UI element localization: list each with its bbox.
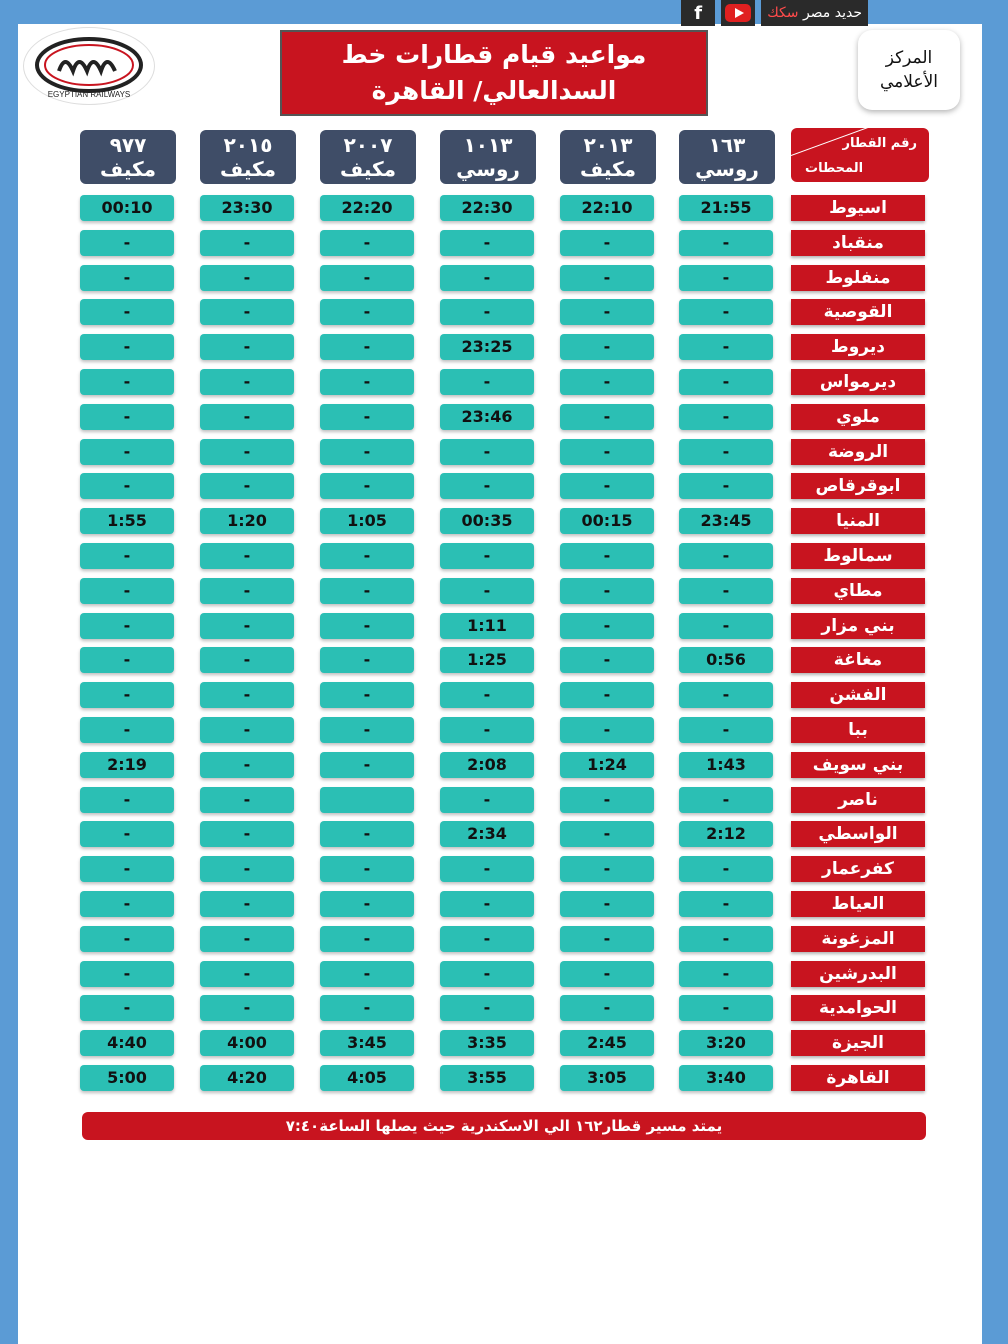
time-cell: - (320, 647, 414, 673)
time-cell: - (80, 369, 174, 395)
time-cell: - (679, 473, 773, 499)
time-cell: - (440, 682, 534, 708)
station-label: ناصر (791, 787, 925, 813)
time-cell: - (200, 230, 294, 256)
time-cell: - (560, 404, 654, 430)
time-cell: - (320, 926, 414, 952)
station-label: مطاي (791, 578, 925, 604)
station-label: ببا (791, 717, 925, 743)
time-cell: - (320, 752, 414, 778)
time-cell: - (560, 926, 654, 952)
time-cell: - (80, 404, 174, 430)
time-cell: 00:10 (80, 195, 174, 221)
time-cell: - (440, 230, 534, 256)
media-center-box (858, 30, 960, 110)
station-label: المنيا (791, 508, 925, 534)
time-cell: - (320, 891, 414, 917)
time-cell: - (560, 647, 654, 673)
time-cell: - (80, 334, 174, 360)
time-cell: 23:46 (440, 404, 534, 430)
time-cell: - (320, 613, 414, 639)
time-cell: - (560, 856, 654, 882)
corner-train-label: رقم القطار (842, 136, 917, 151)
time-cell: 1:43 (679, 752, 773, 778)
time-cell: 2:45 (560, 1030, 654, 1056)
time-cell: - (679, 856, 773, 882)
time-cell: - (440, 578, 534, 604)
time-cell: - (320, 230, 414, 256)
time-cell: - (320, 265, 414, 291)
time-cell: - (200, 578, 294, 604)
time-cell: - (679, 891, 773, 917)
facebook-icon[interactable]: f (681, 0, 715, 26)
time-cell: - (440, 926, 534, 952)
time-cell: - (440, 787, 534, 813)
corner-header (791, 128, 929, 182)
brand-part2: حديد مصر (802, 5, 862, 21)
station-label: ديرمواس (791, 369, 925, 395)
time-cell: - (679, 995, 773, 1021)
time-cell: - (80, 995, 174, 1021)
time-cell: - (440, 856, 534, 882)
time-cell: - (679, 682, 773, 708)
time-cell: 1:11 (440, 613, 534, 639)
time-cell: - (560, 230, 654, 256)
time-cell: - (679, 299, 773, 325)
time-cell: - (440, 543, 534, 569)
time-cell: - (320, 439, 414, 465)
station-label: منقباد (791, 230, 925, 256)
time-cell: 1:25 (440, 647, 534, 673)
station-label: المزغونة (791, 926, 925, 952)
time-cell: - (440, 717, 534, 743)
time-cell: 4:40 (80, 1030, 174, 1056)
time-cell: - (679, 613, 773, 639)
brand-part1: سكك (767, 5, 799, 21)
station-label: بني مزار (791, 613, 925, 639)
time-cell: - (80, 891, 174, 917)
station-label: ابوقرقاص (791, 473, 925, 499)
title-line2: السدالعالي/ القاهرة (371, 76, 617, 105)
time-cell: - (80, 439, 174, 465)
time-cell: 2:12 (679, 821, 773, 847)
time-cell: - (200, 473, 294, 499)
time-cell: - (80, 787, 174, 813)
station-label: القوصية (791, 299, 925, 325)
time-cell: - (200, 647, 294, 673)
time-cell: - (80, 961, 174, 987)
time-cell: - (440, 995, 534, 1021)
train-number: ٢٠١٣ (583, 133, 633, 157)
time-cell: - (560, 439, 654, 465)
time-cell: 4:05 (320, 1065, 414, 1091)
time-cell: - (320, 299, 414, 325)
time-cell: - (80, 821, 174, 847)
time-cell: - (80, 299, 174, 325)
time-cell: 00:35 (440, 508, 534, 534)
time-cell: - (80, 578, 174, 604)
center-line2: الأعلامي (880, 72, 938, 92)
time-cell: 3:05 (560, 1065, 654, 1091)
time-cell: - (560, 369, 654, 395)
time-cell: - (200, 404, 294, 430)
train-type: مكيف (340, 157, 396, 181)
train-type: روسي (695, 157, 759, 181)
station-label: الجيزة (791, 1030, 925, 1056)
time-cell: - (679, 404, 773, 430)
time-cell: 00:15 (560, 508, 654, 534)
time-cell: 3:20 (679, 1030, 773, 1056)
train-number: ٢٠٠٧ (343, 133, 393, 157)
time-cell: - (200, 787, 294, 813)
time-cell: - (200, 926, 294, 952)
station-label: الروضة (791, 439, 925, 465)
time-cell: - (440, 891, 534, 917)
station-label: سمالوط (791, 543, 925, 569)
time-cell: - (80, 717, 174, 743)
time-cell: - (560, 995, 654, 1021)
time-cell: - (200, 821, 294, 847)
time-cell: - (440, 265, 534, 291)
brand-tag (761, 0, 868, 26)
time-cell: - (200, 891, 294, 917)
train-type: مكيف (100, 157, 156, 181)
time-cell: - (440, 473, 534, 499)
time-cell: 1:55 (80, 508, 174, 534)
title-line1: مواعيد قيام قطارات خط (341, 40, 647, 69)
station-label: مغاغة (791, 647, 925, 673)
train-header (320, 130, 416, 184)
footnote-banner: يمتد مسير قطار١٦٢ الي الاسكندرية حيث يصلها الساعة٧:٤٠ (82, 1112, 926, 1140)
time-cell: 0:56 (679, 647, 773, 673)
train-number: ٢٠١٥ (223, 133, 273, 157)
station-label: القاهرة (791, 1065, 925, 1091)
time-cell: - (560, 613, 654, 639)
station-label: اسيوط (791, 195, 925, 221)
egyptian-railways-logo (24, 28, 154, 104)
time-cell: - (679, 334, 773, 360)
social-strip (681, 0, 868, 26)
station-label: الحوامدية (791, 995, 925, 1021)
time-cell: 1:05 (320, 508, 414, 534)
time-cell: - (560, 265, 654, 291)
time-cell: - (679, 961, 773, 987)
time-cell: 2:19 (80, 752, 174, 778)
time-cell: 23:25 (440, 334, 534, 360)
time-cell: - (320, 473, 414, 499)
train-type: مكيف (580, 157, 636, 181)
time-cell: - (200, 334, 294, 360)
time-cell: - (440, 439, 534, 465)
time-cell: 3:55 (440, 1065, 534, 1091)
time-cell: - (320, 717, 414, 743)
time-cell: - (200, 543, 294, 569)
station-label: بني سويف (791, 752, 925, 778)
station-label: العياط (791, 891, 925, 917)
time-cell: - (320, 961, 414, 987)
youtube-icon[interactable] (721, 0, 755, 26)
time-cell: 3:40 (679, 1065, 773, 1091)
time-cell: - (679, 230, 773, 256)
train-header (679, 130, 775, 184)
time-cell: - (200, 682, 294, 708)
train-header (560, 130, 656, 184)
time-cell: - (560, 821, 654, 847)
train-number: ١٦٣ (708, 133, 746, 157)
time-cell: - (679, 578, 773, 604)
station-label: ديروط (791, 334, 925, 360)
train-number: ١٠١٣ (463, 133, 513, 157)
time-cell: - (440, 369, 534, 395)
time-cell: 21:55 (679, 195, 773, 221)
time-cell: - (320, 543, 414, 569)
time-cell: - (200, 717, 294, 743)
station-label: الواسطي (791, 821, 925, 847)
time-cell: - (80, 265, 174, 291)
time-cell: - (560, 473, 654, 499)
station-label: منفلوط (791, 265, 925, 291)
time-cell: - (80, 473, 174, 499)
time-cell: - (440, 961, 534, 987)
time-cell: 22:20 (320, 195, 414, 221)
time-cell: - (80, 926, 174, 952)
time-cell: - (560, 682, 654, 708)
railway-logo-icon (29, 31, 149, 101)
time-cell: 22:30 (440, 195, 534, 221)
time-cell: - (200, 613, 294, 639)
time-cell: - (679, 926, 773, 952)
time-cell: 23:30 (200, 195, 294, 221)
time-cell: - (679, 543, 773, 569)
time-cell: - (200, 856, 294, 882)
time-cell: 1:24 (560, 752, 654, 778)
time-cell: - (80, 856, 174, 882)
station-label: الفشن (791, 682, 925, 708)
time-cell: - (679, 369, 773, 395)
logo-caption: EGYPTIAN RAILWAYS (47, 90, 131, 99)
time-cell: 3:35 (440, 1030, 534, 1056)
time-cell: - (560, 334, 654, 360)
train-header (80, 130, 176, 184)
time-cell: - (200, 752, 294, 778)
time-cell: - (679, 265, 773, 291)
time-cell: - (200, 439, 294, 465)
time-cell: - (200, 299, 294, 325)
time-cell: - (320, 682, 414, 708)
time-cell: 5:00 (80, 1065, 174, 1091)
train-header (440, 130, 536, 184)
time-cell: - (679, 787, 773, 813)
time-cell: - (560, 787, 654, 813)
time-cell: - (320, 369, 414, 395)
time-cell: - (80, 682, 174, 708)
time-cell: - (560, 543, 654, 569)
time-cell: - (679, 439, 773, 465)
station-label: كفرعمار (791, 856, 925, 882)
time-cell: - (320, 578, 414, 604)
train-number: ٩٧٧ (109, 133, 147, 157)
right-border (982, 0, 1008, 1344)
page-title (280, 30, 708, 116)
time-cell: - (560, 578, 654, 604)
train-type: مكيف (220, 157, 276, 181)
time-cell: - (80, 647, 174, 673)
center-line1: المركز (885, 48, 933, 68)
time-cell: - (80, 613, 174, 639)
time-cell: - (560, 891, 654, 917)
time-cell: - (200, 995, 294, 1021)
time-cell: 22:10 (560, 195, 654, 221)
station-label: البدرشين (791, 961, 925, 987)
time-cell: - (320, 404, 414, 430)
time-cell: 4:00 (200, 1030, 294, 1056)
time-cell: - (200, 265, 294, 291)
train-header (200, 130, 296, 184)
time-cell: 1:20 (200, 508, 294, 534)
time-cell: - (80, 230, 174, 256)
time-cell: - (560, 961, 654, 987)
time-cell: - (320, 856, 414, 882)
time-cell: - (200, 961, 294, 987)
time-cell: 4:20 (200, 1065, 294, 1091)
time-cell: - (80, 543, 174, 569)
time-cell: 2:34 (440, 821, 534, 847)
time-cell: - (320, 334, 414, 360)
station-label: ملوي (791, 404, 925, 430)
time-cell (320, 787, 414, 813)
time-cell: - (560, 717, 654, 743)
time-cell: - (320, 821, 414, 847)
time-cell: - (560, 299, 654, 325)
corner-stations-label: المحطات (805, 161, 864, 176)
time-cell: - (440, 299, 534, 325)
time-cell: - (200, 369, 294, 395)
time-cell: 2:08 (440, 752, 534, 778)
time-cell: 23:45 (679, 508, 773, 534)
train-type: روسي (456, 157, 520, 181)
time-cell: - (320, 995, 414, 1021)
time-cell: 3:45 (320, 1030, 414, 1056)
time-cell: - (679, 717, 773, 743)
